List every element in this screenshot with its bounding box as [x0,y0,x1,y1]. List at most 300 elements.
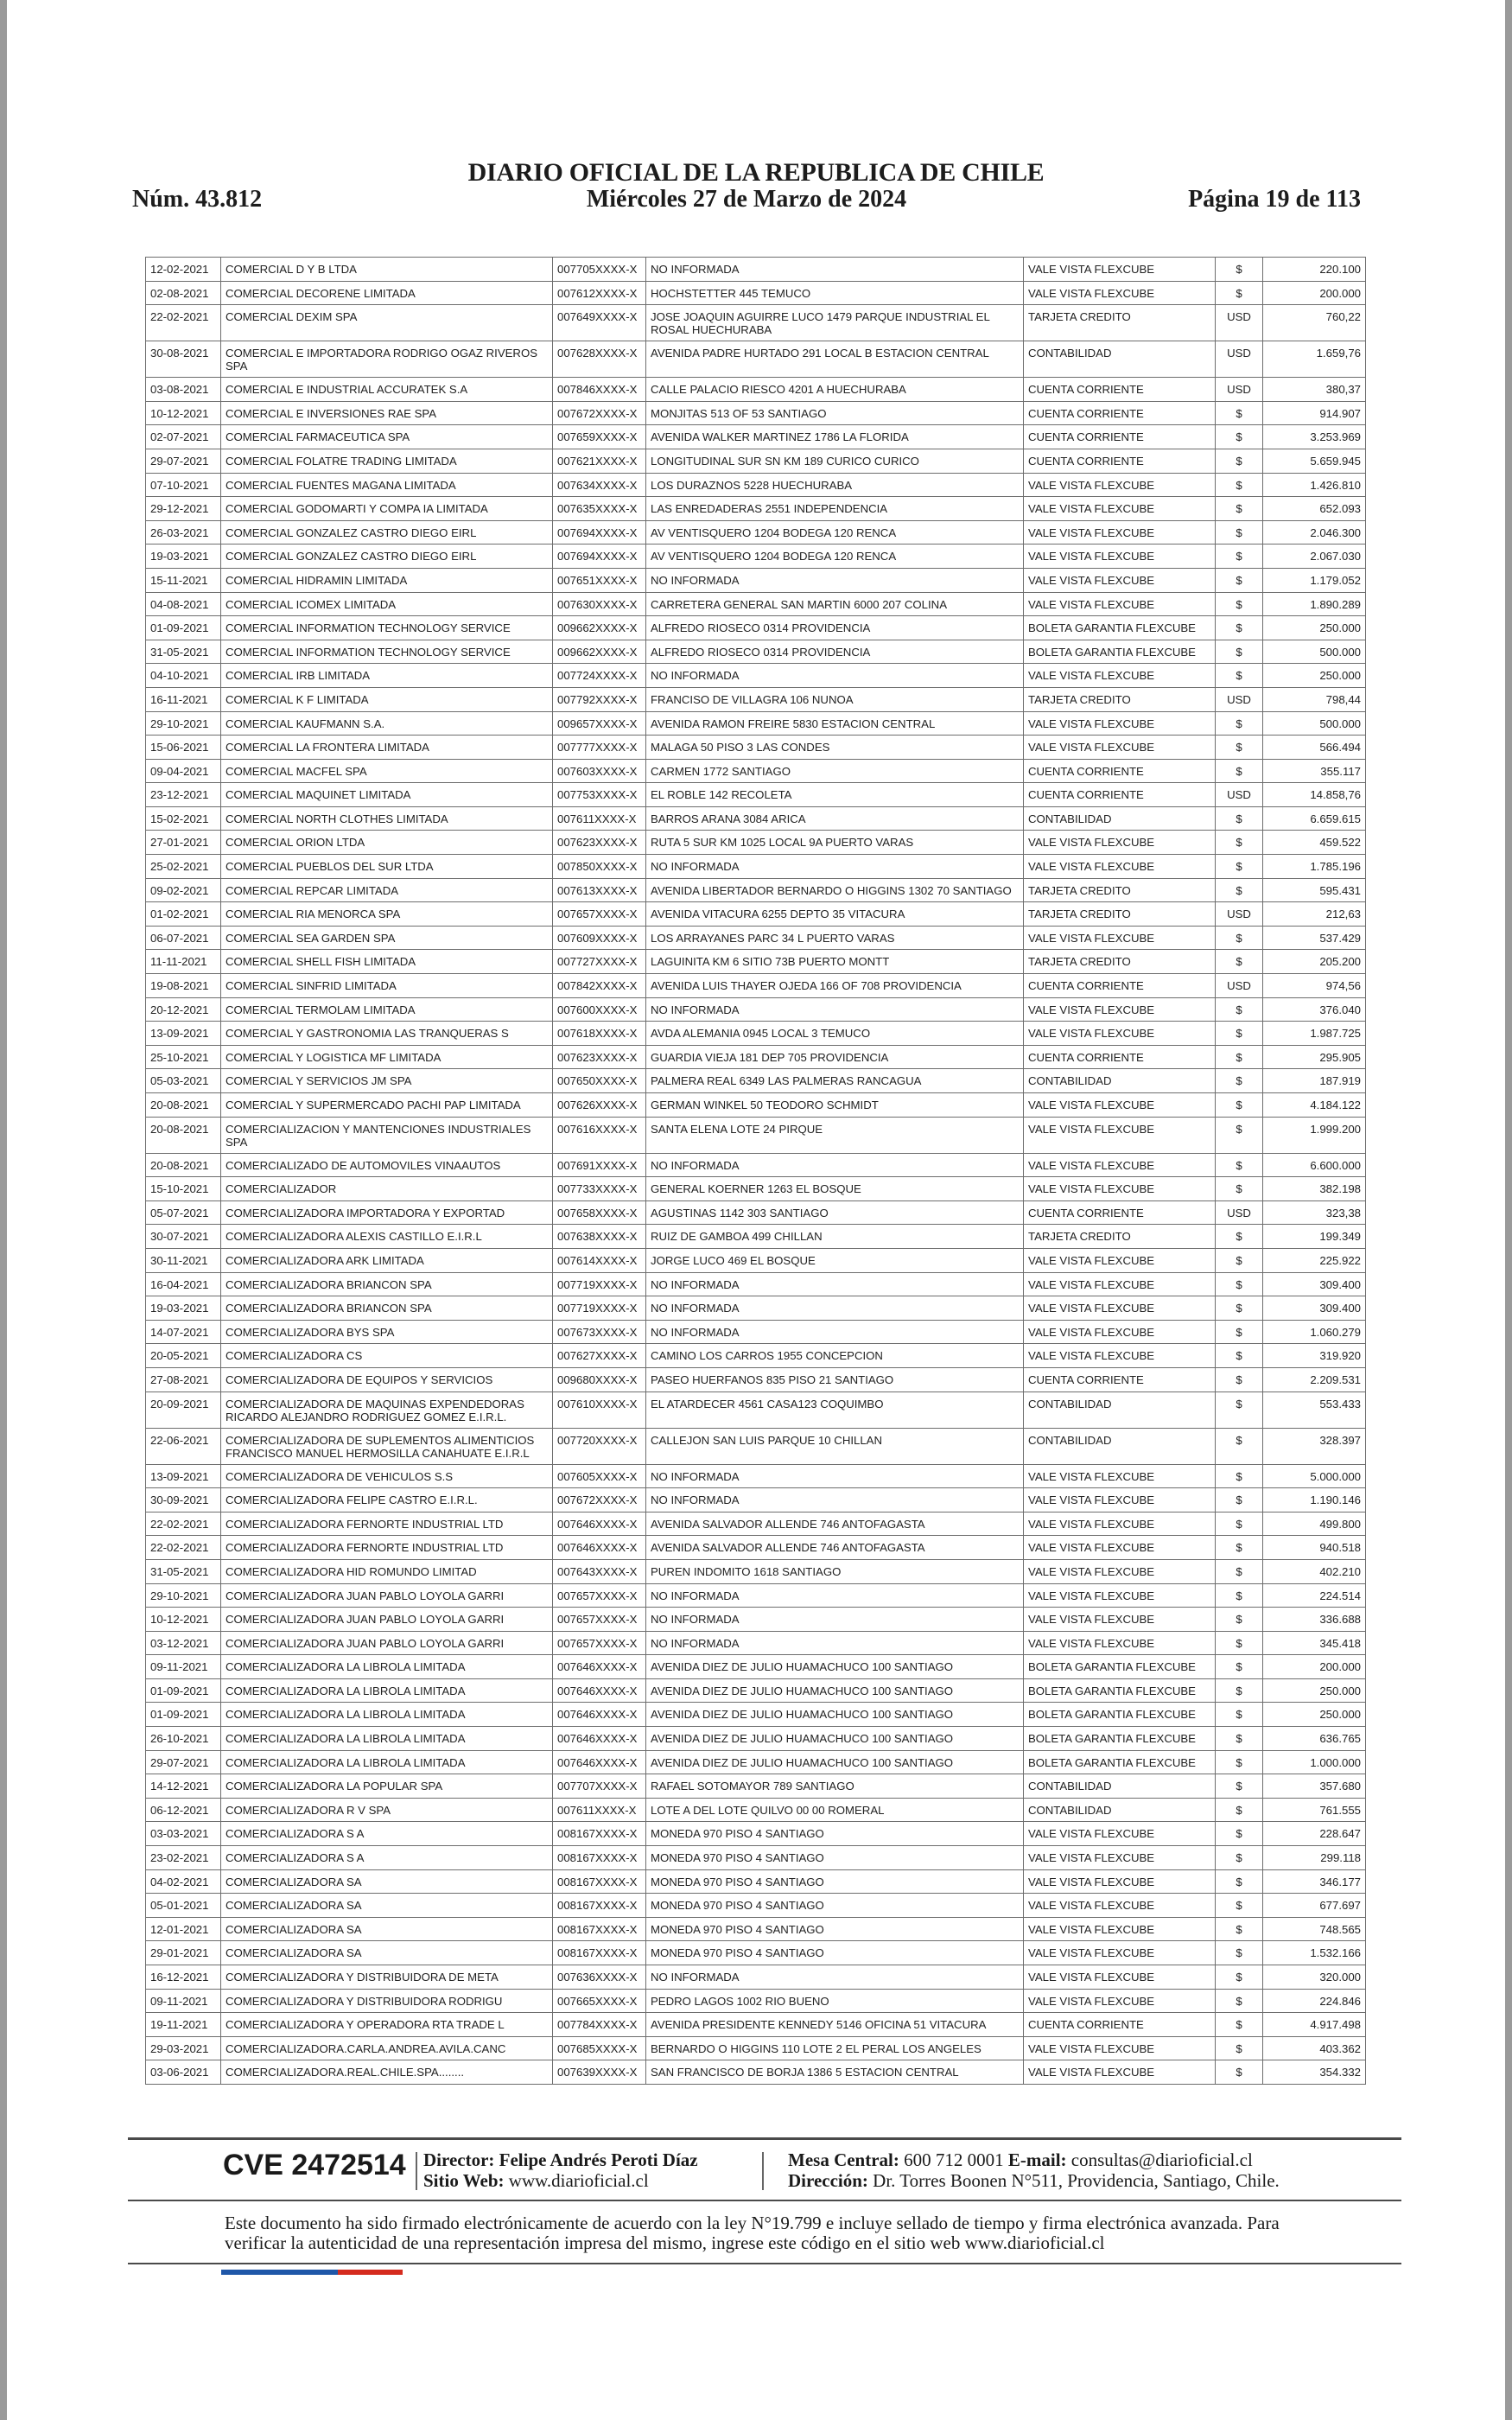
table-row [146,1392,1366,1428]
product-cell: BOLETA GARANTIA FLEXCUBE [1024,1750,1216,1774]
date-cell: 20-09-2021 [146,1392,221,1428]
product-cell: VALE VISTA FLEXCUBE [1024,1248,1216,1272]
currency-cell: USD [1216,902,1263,927]
amount-cell: 228.647 [1263,1822,1366,1846]
amount-cell: 355.117 [1263,759,1366,783]
company-cell: COMERCIAL DECORENE LIMITADA [221,281,553,305]
table-row [146,806,1366,831]
table-row [146,1428,1366,1464]
rut-cell: 007623XXXX-X [553,1045,646,1069]
currency-cell: $ [1216,1464,1263,1488]
amount-cell: 798,44 [1263,687,1366,711]
table-row [146,1045,1366,1069]
company-cell: COMERCIALIZADORA.CARLA.ANDREA.AVILA.CANC [221,2036,553,2060]
address-cell: NO INFORMADA [646,1153,1024,1177]
address-cell: FRANCISO DE VILLAGRA 106 NUNOA [646,687,1024,711]
rut-cell: 007613XXXX-X [553,878,646,902]
company-cell: COMERCIAL MACFEL SPA [221,759,553,783]
product-cell: TARJETA CREDITO [1024,878,1216,902]
date-cell: 14-07-2021 [146,1320,221,1344]
table-row [146,1869,1366,1894]
rut-cell: 007842XXXX-X [553,974,646,998]
address-cell: AVENIDA PADRE HURTADO 291 LOCAL B ESTACION CENTRAL [646,341,1024,378]
amount-cell: 1.987.725 [1263,1022,1366,1046]
date-cell: 10-12-2021 [146,1608,221,1632]
rut-cell: 007610XXXX-X [553,1392,646,1428]
currency-cell: $ [1216,1822,1263,1846]
table-row [146,281,1366,305]
rut-cell: 007623XXXX-X [553,831,646,855]
table-row [146,1296,1366,1321]
date-cell: 01-09-2021 [146,1678,221,1703]
amount-cell: 6.600.000 [1263,1153,1366,1177]
address-cell: RAFAEL SOTOMAYOR 789 SANTIAGO [646,1774,1024,1799]
product-cell: VALE VISTA FLEXCUBE [1024,2060,1216,2085]
rut-cell: 007634XXXX-X [553,473,646,497]
rut-cell: 007646XXXX-X [553,1655,646,1679]
date-cell: 14-12-2021 [146,1774,221,1799]
table-row [146,1093,1366,1118]
flag-stripe-red [338,2270,403,2275]
currency-cell: $ [1216,1655,1263,1679]
document-page [7,0,1505,2420]
table-row [146,449,1366,473]
product-cell: TARJETA CREDITO [1024,902,1216,927]
rut-cell: 007651XXXX-X [553,568,646,592]
date-cell: 30-07-2021 [146,1225,221,1249]
table-row [146,1225,1366,1249]
table-row [146,1822,1366,1846]
address-cell: HOCHSTETTER 445 TEMUCO [646,281,1024,305]
rut-cell: 007646XXXX-X [553,1703,646,1727]
company-cell: COMERCIAL GONZALEZ CASTRO DIEGO EIRL [221,520,553,544]
table-row [146,902,1366,927]
table-row [146,1774,1366,1799]
company-cell: COMERCIAL INFORMATION TECHNOLOGY SERVICE [221,616,553,640]
rut-cell: 007630XXXX-X [553,592,646,616]
company-cell: COMERCIAL Y SERVICIOS JM SPA [221,1069,553,1093]
company-cell: COMERCIALIZADORA FERNORTE INDUSTRIAL LTD [221,1512,553,1536]
date-cell: 20-12-2021 [146,997,221,1022]
company-cell: COMERCIALIZADORA LA LIBROLA LIMITADA [221,1727,553,1751]
date-cell: 13-09-2021 [146,1464,221,1488]
amount-cell: 760,22 [1263,305,1366,341]
currency-cell: $ [1216,1631,1263,1655]
date-cell: 11-11-2021 [146,950,221,974]
company-cell: COMERCIAL DEXIM SPA [221,305,553,341]
date-cell: 22-02-2021 [146,1536,221,1560]
address-cell: LONGITUDINAL SUR SN KM 189 CURICO CURICO [646,449,1024,473]
amount-cell: 212,63 [1263,902,1366,927]
address-label: Dirección: [788,2170,868,2191]
product-cell: VALE VISTA FLEXCUBE [1024,1989,1216,2013]
date-cell: 09-02-2021 [146,878,221,902]
issue-number: Núm. 43.812 [132,186,263,213]
currency-cell: $ [1216,1177,1263,1201]
table-row [146,1655,1366,1679]
address-cell: AVENIDA DIEZ DE JULIO HUAMACHUCO 100 SANTIAGO [646,1678,1024,1703]
address-cell: PALMERA REAL 6349 LAS PALMERAS RANCAGUA [646,1069,1024,1093]
table-row [146,1177,1366,1201]
rut-cell: 007691XXXX-X [553,1153,646,1177]
date-cell: 10-12-2021 [146,401,221,425]
currency-cell: $ [1216,2060,1263,2085]
rut-cell: 007609XXXX-X [553,926,646,950]
amount-cell: 320.000 [1263,1965,1366,1990]
amount-cell: 357.680 [1263,1774,1366,1799]
date-cell: 25-02-2021 [146,855,221,879]
flag-stripe-blue [221,2270,338,2275]
company-cell: COMERCIAL NORTH CLOTHES LIMITADA [221,806,553,831]
date-cell: 15-06-2021 [146,736,221,760]
table-row [146,520,1366,544]
amount-cell: 1.785.196 [1263,855,1366,879]
rut-cell: 007616XXXX-X [553,1117,646,1153]
table-row [146,1583,1366,1608]
company-cell: COMERCIALIZACION Y MANTENCIONES INDUSTRIALES SPA [221,1117,553,1153]
product-cell: CUENTA CORRIENTE [1024,449,1216,473]
address-cell: AVENIDA LUIS THAYER OJEDA 166 OF 708 PROVIDENCIA [646,974,1024,998]
rut-cell: 007611XXXX-X [553,806,646,831]
currency-cell: $ [1216,736,1263,760]
date-cell: 03-03-2021 [146,1822,221,1846]
company-cell: COMERCIAL IRB LIMITADA [221,664,553,688]
rut-cell: 007694XXXX-X [553,520,646,544]
amount-cell: 636.765 [1263,1727,1366,1751]
address-cell: MONEDA 970 PISO 4 SANTIAGO [646,1822,1024,1846]
address-cell: GERMAN WINKEL 50 TEODORO SCHMIDT [646,1093,1024,1118]
date-cell: 05-03-2021 [146,1069,221,1093]
product-cell: VALE VISTA FLEXCUBE [1024,1846,1216,1870]
currency-cell: $ [1216,544,1263,569]
currency-cell: $ [1216,711,1263,736]
product-cell: CONTABILIDAD [1024,1798,1216,1822]
amount-cell: 459.522 [1263,831,1366,855]
amount-cell: 376.040 [1263,997,1366,1022]
product-cell: VALE VISTA FLEXCUBE [1024,1608,1216,1632]
company-cell: COMERCIALIZADORA SA [221,1917,553,1941]
date-cell: 31-05-2021 [146,1559,221,1583]
table-row [146,473,1366,497]
date-cell: 29-07-2021 [146,449,221,473]
footer-mid-rule [128,2200,1401,2201]
rut-cell: 007612XXXX-X [553,281,646,305]
currency-cell: $ [1216,1320,1263,1344]
rut-cell: 009662XXXX-X [553,640,646,664]
rut-cell: 007643XXXX-X [553,1559,646,1583]
product-cell: VALE VISTA FLEXCUBE [1024,568,1216,592]
table-row [146,783,1366,807]
product-cell: TARJETA CREDITO [1024,687,1216,711]
amount-cell: 6.659.615 [1263,806,1366,831]
company-cell: COMERCIALIZADORA.REAL.CHILE.SPA........ [221,2060,553,2085]
company-cell: COMERCIAL SINFRID LIMITADA [221,974,553,998]
product-cell: CUENTA CORRIENTE [1024,783,1216,807]
rut-cell: 007636XXXX-X [553,1965,646,1990]
table-row [146,1488,1366,1512]
address-cell: NO INFORMADA [646,997,1024,1022]
date-cell: 01-09-2021 [146,1703,221,1727]
date-cell: 05-01-2021 [146,1894,221,1918]
product-cell: BOLETA GARANTIA FLEXCUBE [1024,640,1216,664]
table-row [146,855,1366,879]
email-link[interactable]: consultas@diarioficial.cl [1070,2149,1253,2170]
table-row [146,1117,1366,1153]
company-cell: COMERCIAL FOLATRE TRADING LIMITADA [221,449,553,473]
address-cell: CALLE PALACIO RIESCO 4201 A HUECHURABA [646,378,1024,402]
product-cell: VALE VISTA FLEXCUBE [1024,1153,1216,1177]
rut-cell: 007850XXXX-X [553,855,646,879]
currency-cell: $ [1216,997,1263,1022]
amount-cell: 250.000 [1263,664,1366,688]
table-row [146,759,1366,783]
company-cell: COMERCIALIZADORA SA [221,1869,553,1894]
company-cell: COMERCIALIZADORA LA LIBROLA LIMITADA [221,1678,553,1703]
date-cell: 02-07-2021 [146,425,221,449]
rut-cell: 007639XXXX-X [553,2060,646,2085]
amount-cell: 553.433 [1263,1392,1366,1428]
address-cell: NO INFORMADA [646,664,1024,688]
rut-cell: 007665XXXX-X [553,1989,646,2013]
date-cell: 26-10-2021 [146,1727,221,1751]
date-cell: 22-02-2021 [146,1512,221,1536]
amount-cell: 974,56 [1263,974,1366,998]
table-row [146,425,1366,449]
product-cell: BOLETA GARANTIA FLEXCUBE [1024,616,1216,640]
currency-cell: $ [1216,1846,1263,1870]
rut-cell: 007646XXXX-X [553,1750,646,1774]
rut-cell: 008167XXXX-X [553,1917,646,1941]
table-row [146,1464,1366,1488]
rut-cell: 007649XXXX-X [553,305,646,341]
address-cell: NO INFORMADA [646,1488,1024,1512]
address-cell: PASEO HUERFANOS 835 PISO 21 SANTIAGO [646,1367,1024,1392]
company-cell: COMERCIALIZADORA IMPORTADORA Y EXPORTAD [221,1200,553,1225]
product-cell: VALE VISTA FLEXCUBE [1024,281,1216,305]
product-cell: VALE VISTA FLEXCUBE [1024,664,1216,688]
address-cell: NO INFORMADA [646,258,1024,282]
table-row [146,378,1366,402]
date-cell: 16-12-2021 [146,1965,221,1990]
amount-cell: 537.429 [1263,926,1366,950]
address-cell: GENERAL KOERNER 1263 EL BOSQUE [646,1177,1024,1201]
table-row [146,2036,1366,2060]
product-cell: VALE VISTA FLEXCUBE [1024,1917,1216,1941]
currency-cell: $ [1216,449,1263,473]
date-cell: 25-10-2021 [146,1045,221,1069]
currency-cell: $ [1216,1117,1263,1153]
address-cell: MONEDA 970 PISO 4 SANTIAGO [646,1917,1024,1941]
rut-cell: 007846XXXX-X [553,378,646,402]
address-cell: AGUSTINAS 1142 303 SANTIAGO [646,1200,1024,1225]
product-cell: CUENTA CORRIENTE [1024,1200,1216,1225]
date-cell: 15-02-2021 [146,806,221,831]
company-cell: COMERCIAL D Y B LTDA [221,258,553,282]
product-cell: CUENTA CORRIENTE [1024,378,1216,402]
amount-cell: 2.067.030 [1263,544,1366,569]
address-cell: NO INFORMADA [646,1965,1024,1990]
product-cell: VALE VISTA FLEXCUBE [1024,473,1216,497]
rut-cell: 007611XXXX-X [553,1798,646,1822]
date-cell: 16-11-2021 [146,687,221,711]
date-cell: 05-07-2021 [146,1200,221,1225]
currency-cell: $ [1216,520,1263,544]
date-cell: 30-08-2021 [146,341,221,378]
currency-cell: $ [1216,1153,1263,1177]
amount-cell: 500.000 [1263,711,1366,736]
company-cell: COMERCIALIZADORA Y DISTRIBUIDORA RODRIGU [221,1989,553,2013]
currency-cell: $ [1216,1965,1263,1990]
amount-cell: 328.397 [1263,1428,1366,1464]
table-row [146,592,1366,616]
product-cell: VALE VISTA FLEXCUBE [1024,1822,1216,1846]
product-cell: CONTABILIDAD [1024,341,1216,378]
table-row [146,1367,1366,1392]
address-cell: AVENIDA WALKER MARTINEZ 1786 LA FLORIDA [646,425,1024,449]
address-cell: GUARDIA VIEJA 181 DEP 705 PROVIDENCIA [646,1045,1024,1069]
product-cell: VALE VISTA FLEXCUBE [1024,1464,1216,1488]
company-cell: COMERCIAL PUEBLOS DEL SUR LTDA [221,855,553,879]
date-cell: 19-08-2021 [146,974,221,998]
company-cell: COMERCIALIZADORA DE SUPLEMENTOS ALIMENTICIOS FRANCISCO MANUEL HERMOSILLA CANAHUATE E.I.R.L [221,1428,553,1464]
address-text: Dr. Torres Boonen N°511, Providencia, Santiago, Chile. [873,2170,1280,2191]
company-cell: COMERCIALIZADORA ARK LIMITADA [221,1248,553,1272]
date-cell: 22-06-2021 [146,1428,221,1464]
date-cell: 15-10-2021 [146,1177,221,1201]
company-cell: COMERCIAL MAQUINET LIMITADA [221,783,553,807]
address-cell: CAMINO LOS CARROS 1955 CONCEPCION [646,1344,1024,1368]
company-cell: COMERCIAL Y LOGISTICA MF LIMITADA [221,1045,553,1069]
rut-cell: 007685XXXX-X [553,2036,646,2060]
table-row [146,736,1366,760]
amount-cell: 319.920 [1263,1344,1366,1368]
currency-cell: USD [1216,305,1263,341]
product-cell: CUENTA CORRIENTE [1024,1045,1216,1069]
currency-cell: $ [1216,950,1263,974]
company-cell: COMERCIAL ORION LTDA [221,831,553,855]
amount-cell: 187.919 [1263,1069,1366,1093]
product-cell: VALE VISTA FLEXCUBE [1024,1941,1216,1965]
amount-cell: 748.565 [1263,1917,1366,1941]
product-cell: VALE VISTA FLEXCUBE [1024,1093,1216,1118]
company-cell: COMERCIALIZADORA FELIPE CASTRO E.I.R.L. [221,1488,553,1512]
product-cell: VALE VISTA FLEXCUBE [1024,2036,1216,2060]
amount-cell: 4.917.498 [1263,2013,1366,2037]
date-cell: 16-04-2021 [146,1272,221,1296]
product-cell: TARJETA CREDITO [1024,950,1216,974]
address-cell: EL ATARDECER 4561 CASA123 COQUIMBO [646,1392,1024,1428]
address-cell: NO INFORMADA [646,1320,1024,1344]
rut-cell: 007600XXXX-X [553,997,646,1022]
table-row [146,687,1366,711]
rut-cell: 007646XXXX-X [553,1678,646,1703]
date-cell: 09-11-2021 [146,1989,221,2013]
table-row [146,1069,1366,1093]
rut-cell: 007605XXXX-X [553,1464,646,1488]
address-cell: JORGE LUCO 469 EL BOSQUE [646,1248,1024,1272]
amount-cell: 1.890.289 [1263,592,1366,616]
product-cell: TARJETA CREDITO [1024,305,1216,341]
currency-cell: $ [1216,1917,1263,1941]
company-cell: COMERCIALIZADORA DE VEHICULOS S.S [221,1464,553,1488]
currency-cell: $ [1216,878,1263,902]
table-row [146,341,1366,378]
website-link[interactable]: www.diarioficial.cl [508,2170,649,2191]
date-cell: 06-12-2021 [146,1798,221,1822]
address-cell: PEDRO LAGOS 1002 RIO BUENO [646,1989,1024,2013]
phone-number: 600 712 0001 [904,2149,1004,2170]
address-cell: AV VENTISQUERO 1204 BODEGA 120 RENCA [646,544,1024,569]
amount-cell: 2.046.300 [1263,520,1366,544]
product-cell: VALE VISTA FLEXCUBE [1024,1320,1216,1344]
amount-cell: 761.555 [1263,1798,1366,1822]
rut-cell: 007659XXXX-X [553,425,646,449]
currency-cell: $ [1216,855,1263,879]
product-cell: BOLETA GARANTIA FLEXCUBE [1024,1703,1216,1727]
company-cell: COMERCIALIZADORA DE EQUIPOS Y SERVICIOS [221,1367,553,1392]
records-table-wrapper [145,257,1365,2085]
table-row [146,664,1366,688]
date-cell: 19-03-2021 [146,1296,221,1321]
product-cell: VALE VISTA FLEXCUBE [1024,1631,1216,1655]
currency-cell: $ [1216,1428,1263,1464]
date-cell: 03-08-2021 [146,378,221,402]
table-row [146,831,1366,855]
product-cell: VALE VISTA FLEXCUBE [1024,1344,1216,1368]
signature-notice: Este documento ha sido firmado electrónicamente de acuerdo con la ley N°19.799 e incluye sellado de tiempo y firma electrónica avanzada. Para verificar la autenticidad de una representación impresa del mismo, ingrese este código en el sitio web www.diarioficial.cl [225,2213,1280,2253]
company-cell: COMERCIALIZADORA LA LIBROLA LIMITADA [221,1655,553,1679]
currency-cell: $ [1216,1093,1263,1118]
table-row [146,1200,1366,1225]
address-cell: BERNARDO O HIGGINS 110 LOTE 2 EL PERAL LOS ANGELES [646,2036,1024,2060]
currency-cell: $ [1216,616,1263,640]
rut-cell: 009662XXXX-X [553,616,646,640]
rut-cell: 007727XXXX-X [553,950,646,974]
rut-cell: 007657XXXX-X [553,1608,646,1632]
currency-cell: $ [1216,281,1263,305]
currency-cell: $ [1216,2013,1263,2037]
footer-separator [416,2152,417,2190]
amount-cell: 295.905 [1263,1045,1366,1069]
amount-cell: 336.688 [1263,1608,1366,1632]
phone-label: Mesa Central: [788,2149,899,2170]
product-cell: VALE VISTA FLEXCUBE [1024,1488,1216,1512]
date-cell: 29-01-2021 [146,1941,221,1965]
product-cell: VALE VISTA FLEXCUBE [1024,1869,1216,1894]
address-cell: MONEDA 970 PISO 4 SANTIAGO [646,1846,1024,1870]
table-row [146,401,1366,425]
address-cell: NO INFORMADA [646,1608,1024,1632]
company-cell: COMERCIALIZADORA BRIANCON SPA [221,1272,553,1296]
rut-cell: 007626XXXX-X [553,1093,646,1118]
address-cell: EL ROBLE 142 RECOLETA [646,783,1024,807]
amount-cell: 1.426.810 [1263,473,1366,497]
address-cell: NO INFORMADA [646,1631,1024,1655]
address-cell: NO INFORMADA [646,855,1024,879]
product-cell: VALE VISTA FLEXCUBE [1024,497,1216,521]
currency-cell: $ [1216,1774,1263,1799]
company-cell: COMERCIALIZADORA SA [221,1894,553,1918]
product-cell: VALE VISTA FLEXCUBE [1024,1177,1216,1201]
email-label: E-mail: [1007,2149,1067,2170]
address-cell: MONJITAS 513 OF 53 SANTIAGO [646,401,1024,425]
address-cell: PUREN INDOMITO 1618 SANTIAGO [646,1559,1024,1583]
currency-cell: USD [1216,974,1263,998]
table-row [146,1703,1366,1727]
director-name: Felipe Andrés Peroti Díaz [499,2149,698,2170]
product-cell: VALE VISTA FLEXCUBE [1024,258,1216,282]
table-row [146,616,1366,640]
